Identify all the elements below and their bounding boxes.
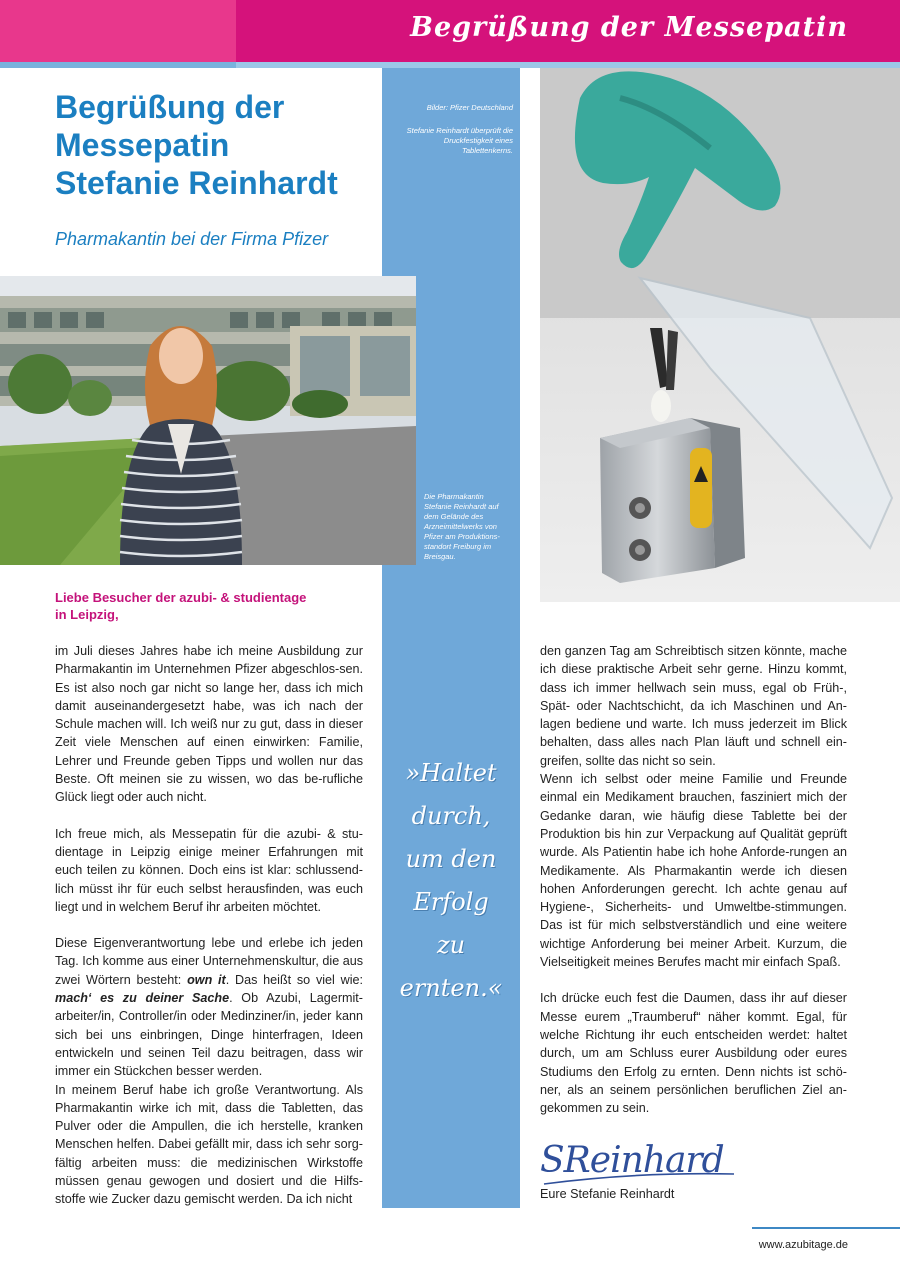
- paragraph: Ich drücke euch fest die Daumen, dass ihr auf dieser Messe eurem „Traumberuf“ näher kommt. Egal, für welche Richtung ihr euch entscheiden werdet: haltet durch, um am Schluss eurer Ausbildung oder eures Studiums den Erfolg zu ernten. Denn nichts ist schö-ner, als an seinem persönlichen beruflichen Ziel an-gekommen zu sein.: [540, 991, 847, 1116]
- paragraph-text: . Das heißt so viel wie:: [225, 972, 364, 987]
- lab-photo: [540, 68, 900, 602]
- paragraph: Ich freue mich, als Messepatin für die azubi- & stu-dientage in Leipzig einige meiner Erfahrungen mit euch teilen zu können. Doch eins ist klar: schlussend-lich müsst ihr für euch selbst herausfinden, was euch liegt und in welchem Beruf ihr arbeiten möchtet.: [55, 826, 363, 914]
- body-column-right: [540, 642, 847, 1117]
- greeting-line: in Leipzig,: [55, 607, 119, 622]
- pull-quote: [384, 752, 518, 1010]
- paragraph: Wenn ich selbst oder meine Familie und Freunde einmal ein Medikament brauchen, fasziniert mich der Gedanke daran, wie häufig diese Tablette bei der Produktion bis hin zur Verpackung auf Qualität geprüft wurde. Als Patientin habe ich hohe Anforde-rungen an Medikamente. Als Pharmakantin werde ich diesen hohen Anforderungen gerecht. Ich achte genau auf Hygiene-, Sicherheits- und Umweltbe-stimmungen. Das ist für mich selbstverständlich und eine weitere wichtige Anforderung bei meiner Arbeit. Kurzum, die Vielseitigkeit meines Berufes macht mir einfach Spaß.: [540, 772, 847, 970]
- paragraph: den ganzen Tag am Schreibtisch sitzen könnte, mache ich diese praktische Arbeit sehr gerne. Hinzu kommt, dass ich immer hellwach sein muss, egal ob Früh-, Spät- oder Nachtschicht, da ich Maschinen und An-lagen bediene und warte. Ich muss jederzeit im Blick behalten, dass alles nach Plan läuft und schnell ein-greifen, sollte das nicht so sein.: [540, 644, 847, 768]
- paragraph-text: Diese Eigenverantwortung lebe und erlebe ich jeden Tag. Ich komme aus einer Unternehmenskultur, die aus zwei Wörtern besteht:: [55, 936, 364, 987]
- paragraph: In meinem Beruf habe ich große Verantwortung. Als Pharmakantin wirke ich mit, dass die Tabletten, das Pulver oder die Ampullen, die ich herstelle, kranken Menschen helfen. Dabei gefällt mir, dass ich sehr sorg-fältig arbeiten muss: die medizinischen Wirkstoffe müssen genau gewogen und dosiert und die Hilfs-stoffe wie Zucker dazu gemischt werden. Da ich nicht: [55, 1082, 363, 1207]
- header-title: Begrüßung der Messepatin: [410, 12, 848, 43]
- quote-line: zu: [436, 931, 466, 959]
- title-line: Begrüßung der: [55, 89, 285, 125]
- caption-left-photo: Die Pharmakantin Stefanie Reinhardt auf dem Gelände des Arzneimittelwerks von Pfizer am Produktions-standort Freiburg im Breisgau.: [424, 492, 500, 561]
- paragraph-text: . Ob Azubi, Lagermit-arbeiter/in, Controller/in oder Medinziner/in, jeder kann sich bei uns einbringen, Dinge hinterfragen, Ideen entwickeln und seinen Teil dazu beitragen, dass wir immer ein Stückchen besser werden.: [55, 991, 363, 1079]
- emphasis-own-it: own it: [187, 972, 226, 987]
- quote-line: »Haltet: [405, 759, 497, 787]
- emphasis-mach-es: mach‘ es zu deiner Sache: [55, 991, 230, 1006]
- footer-rule: [752, 1227, 900, 1229]
- quote-line: durch,: [411, 802, 491, 830]
- body-column-left: [55, 642, 363, 1209]
- photo-credit: Bilder: Pfizer Deutschland: [426, 103, 513, 112]
- article-title: [55, 88, 375, 202]
- sign-off: Eure Stefanie Reinhardt: [540, 1187, 675, 1201]
- footer-url[interactable]: www.azubitage.de: [758, 1239, 848, 1251]
- portrait-photo: [0, 276, 416, 565]
- header-band-left: [0, 0, 236, 62]
- paragraph: [55, 934, 363, 1080]
- quote-line: ernten.«: [399, 974, 503, 1002]
- title-line: Stefanie Reinhardt: [55, 165, 338, 201]
- quote-line: um den: [405, 845, 497, 873]
- greeting: [55, 589, 306, 623]
- blue-sidebar-column: [382, 68, 520, 1208]
- title-line: Messepatin: [55, 127, 230, 163]
- caption-right-photo: Stefanie Reinhardt überprüft die Druckfestigkeit eines Tablettenkerns.: [406, 126, 513, 155]
- header-accent-line: [0, 62, 236, 68]
- svg-text:SReinhard: SReinhard: [540, 1140, 724, 1181]
- paragraph: im Juli dieses Jahres habe ich meine Ausbildung zur Pharmakantin im Unternehmen Pfizer abgeschlos-sen. Es ist also noch gar nicht so lange her, dass ich mich damit auseinandergesetzt habe, was ich nach der Schule machen will. Ich weiß nur zu gut, dass in dieser Zeit viele Menschen auf einen einwirken: Familie, Lehrer und Freunde geben Tipps und wollen nur das Beste. Oft meinen sie zu wissen, wo das be-rufliche Glück liegt oder auch nicht.: [55, 644, 363, 805]
- greeting-line: Liebe Besucher der azubi- & studientage: [55, 590, 307, 605]
- quote-line: Erfolg: [413, 888, 489, 916]
- article-subtitle: Pharmakantin bei der Firma Pfizer: [55, 229, 329, 249]
